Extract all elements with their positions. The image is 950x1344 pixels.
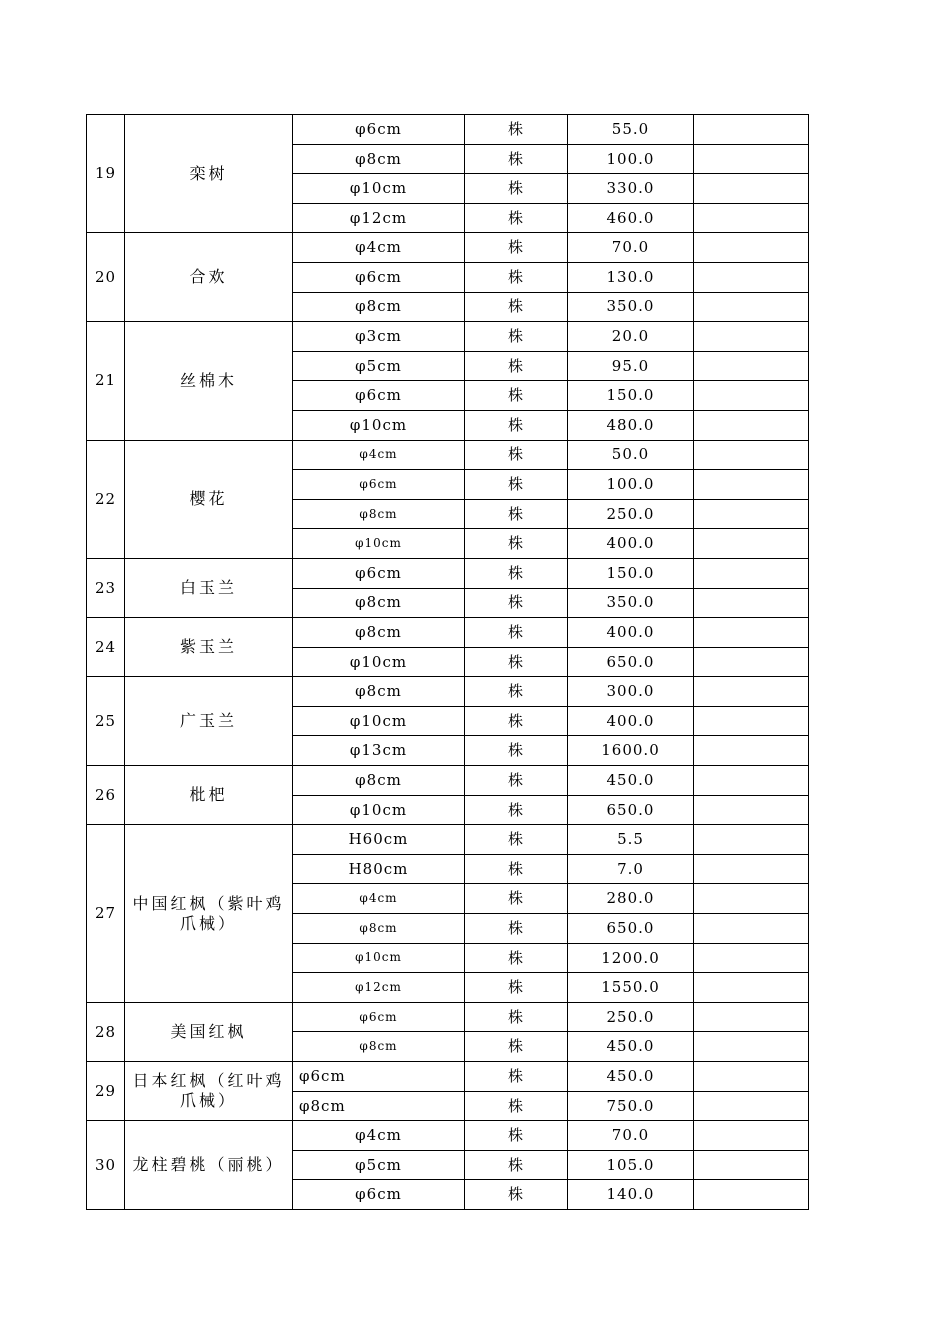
item-number: 29 bbox=[87, 1062, 125, 1121]
unit-cell: 株 bbox=[465, 410, 568, 440]
price-cell: 105.0 bbox=[568, 1150, 694, 1180]
note-cell bbox=[694, 262, 809, 292]
note-cell bbox=[694, 470, 809, 500]
unit-cell: 株 bbox=[465, 795, 568, 825]
note-cell bbox=[694, 1121, 809, 1151]
spec-cell: φ10cm bbox=[293, 174, 465, 204]
price-cell: 750.0 bbox=[568, 1091, 694, 1121]
price-cell: 1200.0 bbox=[568, 943, 694, 973]
note-cell bbox=[694, 795, 809, 825]
price-cell: 450.0 bbox=[568, 1032, 694, 1062]
price-cell: 250.0 bbox=[568, 499, 694, 529]
price-cell: 20.0 bbox=[568, 322, 694, 352]
plant-name: 枇杷 bbox=[125, 766, 293, 825]
item-number: 23 bbox=[87, 558, 125, 617]
spec-cell: φ6cm bbox=[293, 1002, 465, 1032]
unit-cell: 株 bbox=[465, 1062, 568, 1092]
spec-cell: φ8cm bbox=[293, 1032, 465, 1062]
price-cell: 55.0 bbox=[568, 115, 694, 145]
note-cell bbox=[694, 914, 809, 944]
unit-cell: 株 bbox=[465, 351, 568, 381]
table-row bbox=[87, 1002, 809, 1032]
spec-cell: φ6cm bbox=[293, 1180, 465, 1210]
unit-cell: 株 bbox=[465, 943, 568, 973]
plant-name: 美国红枫 bbox=[125, 1002, 293, 1061]
spec-cell: φ8cm bbox=[293, 499, 465, 529]
unit-cell: 株 bbox=[465, 1121, 568, 1151]
spec-cell: φ5cm bbox=[293, 351, 465, 381]
note-cell bbox=[694, 558, 809, 588]
spec-cell: φ4cm bbox=[293, 1121, 465, 1151]
table-row bbox=[87, 766, 809, 796]
plant-name: 栾树 bbox=[125, 115, 293, 233]
spec-cell: φ8cm bbox=[293, 144, 465, 174]
note-cell bbox=[694, 884, 809, 914]
unit-cell: 株 bbox=[465, 854, 568, 884]
plant-name: 白玉兰 bbox=[125, 558, 293, 617]
price-cell: 150.0 bbox=[568, 558, 694, 588]
unit-cell: 株 bbox=[465, 440, 568, 470]
note-cell bbox=[694, 943, 809, 973]
plant-name: 中国红枫（紫叶鸡爪械） bbox=[125, 825, 293, 1003]
note-cell bbox=[694, 1062, 809, 1092]
price-table bbox=[86, 114, 809, 1210]
item-number: 24 bbox=[87, 618, 125, 677]
unit-cell: 株 bbox=[465, 262, 568, 292]
price-cell: 330.0 bbox=[568, 174, 694, 204]
spec-cell: φ8cm bbox=[293, 1091, 465, 1121]
unit-cell: 株 bbox=[465, 322, 568, 352]
item-number: 26 bbox=[87, 766, 125, 825]
table-row bbox=[87, 1062, 809, 1092]
price-cell: 300.0 bbox=[568, 677, 694, 707]
unit-cell: 株 bbox=[465, 470, 568, 500]
spec-cell: φ12cm bbox=[293, 973, 465, 1003]
spec-cell: φ6cm bbox=[293, 262, 465, 292]
note-cell bbox=[694, 706, 809, 736]
note-cell bbox=[694, 529, 809, 559]
table-row bbox=[87, 233, 809, 263]
price-cell: 650.0 bbox=[568, 647, 694, 677]
table-row bbox=[87, 618, 809, 648]
note-cell bbox=[694, 647, 809, 677]
price-cell: 130.0 bbox=[568, 262, 694, 292]
unit-cell: 株 bbox=[465, 499, 568, 529]
spec-cell: φ10cm bbox=[293, 943, 465, 973]
spec-cell: φ8cm bbox=[293, 914, 465, 944]
plant-name: 合欢 bbox=[125, 233, 293, 322]
note-cell bbox=[694, 203, 809, 233]
price-cell: 650.0 bbox=[568, 914, 694, 944]
note-cell bbox=[694, 825, 809, 855]
note-cell bbox=[694, 973, 809, 1003]
unit-cell: 株 bbox=[465, 292, 568, 322]
spec-cell: H80cm bbox=[293, 854, 465, 884]
unit-cell: 株 bbox=[465, 677, 568, 707]
note-cell bbox=[694, 351, 809, 381]
price-cell: 480.0 bbox=[568, 410, 694, 440]
price-cell: 1550.0 bbox=[568, 973, 694, 1003]
note-cell bbox=[694, 174, 809, 204]
price-cell: 70.0 bbox=[568, 233, 694, 263]
note-cell bbox=[694, 233, 809, 263]
price-cell: 95.0 bbox=[568, 351, 694, 381]
unit-cell: 株 bbox=[465, 558, 568, 588]
unit-cell: 株 bbox=[465, 174, 568, 204]
note-cell bbox=[694, 736, 809, 766]
spec-cell: φ8cm bbox=[293, 618, 465, 648]
price-cell: 100.0 bbox=[568, 470, 694, 500]
note-cell bbox=[694, 115, 809, 145]
note-cell bbox=[694, 677, 809, 707]
spec-cell: φ6cm bbox=[293, 470, 465, 500]
plant-name: 紫玉兰 bbox=[125, 618, 293, 677]
price-cell: 400.0 bbox=[568, 618, 694, 648]
note-cell bbox=[694, 410, 809, 440]
table-row bbox=[87, 115, 809, 145]
price-cell: 100.0 bbox=[568, 144, 694, 174]
item-number: 28 bbox=[87, 1002, 125, 1061]
item-number: 25 bbox=[87, 677, 125, 766]
unit-cell: 株 bbox=[465, 647, 568, 677]
note-cell bbox=[694, 1150, 809, 1180]
price-cell: 250.0 bbox=[568, 1002, 694, 1032]
note-cell bbox=[694, 1032, 809, 1062]
table-row bbox=[87, 558, 809, 588]
plant-name: 龙柱碧桃（丽桃） bbox=[125, 1121, 293, 1210]
note-cell bbox=[694, 1180, 809, 1210]
item-number: 21 bbox=[87, 322, 125, 440]
unit-cell: 株 bbox=[465, 706, 568, 736]
spec-cell: φ8cm bbox=[293, 677, 465, 707]
note-cell bbox=[694, 144, 809, 174]
plant-name: 广玉兰 bbox=[125, 677, 293, 766]
note-cell bbox=[694, 322, 809, 352]
note-cell bbox=[694, 292, 809, 322]
note-cell bbox=[694, 1091, 809, 1121]
spec-cell: φ10cm bbox=[293, 529, 465, 559]
unit-cell: 株 bbox=[465, 115, 568, 145]
unit-cell: 株 bbox=[465, 529, 568, 559]
spec-cell: φ12cm bbox=[293, 203, 465, 233]
price-cell: 140.0 bbox=[568, 1180, 694, 1210]
table-row bbox=[87, 677, 809, 707]
price-cell: 350.0 bbox=[568, 292, 694, 322]
spec-cell: φ8cm bbox=[293, 588, 465, 618]
unit-cell: 株 bbox=[465, 914, 568, 944]
unit-cell: 株 bbox=[465, 1150, 568, 1180]
note-cell bbox=[694, 499, 809, 529]
spec-cell: φ5cm bbox=[293, 1150, 465, 1180]
price-cell: 50.0 bbox=[568, 440, 694, 470]
plant-name: 丝棉木 bbox=[125, 322, 293, 440]
unit-cell: 株 bbox=[465, 203, 568, 233]
price-cell: 460.0 bbox=[568, 203, 694, 233]
note-cell bbox=[694, 618, 809, 648]
item-number: 19 bbox=[87, 115, 125, 233]
spec-cell: φ4cm bbox=[293, 233, 465, 263]
unit-cell: 株 bbox=[465, 1091, 568, 1121]
spec-cell: φ10cm bbox=[293, 706, 465, 736]
unit-cell: 株 bbox=[465, 884, 568, 914]
price-cell: 450.0 bbox=[568, 766, 694, 796]
price-cell: 1600.0 bbox=[568, 736, 694, 766]
price-cell: 350.0 bbox=[568, 588, 694, 618]
price-table-body bbox=[87, 115, 809, 1210]
table-row bbox=[87, 322, 809, 352]
unit-cell: 株 bbox=[465, 825, 568, 855]
price-cell: 400.0 bbox=[568, 706, 694, 736]
price-cell: 150.0 bbox=[568, 381, 694, 411]
unit-cell: 株 bbox=[465, 588, 568, 618]
spec-cell: φ6cm bbox=[293, 558, 465, 588]
table-row bbox=[87, 1121, 809, 1151]
note-cell bbox=[694, 440, 809, 470]
spec-cell: φ3cm bbox=[293, 322, 465, 352]
unit-cell: 株 bbox=[465, 1180, 568, 1210]
item-number: 27 bbox=[87, 825, 125, 1003]
item-number: 22 bbox=[87, 440, 125, 558]
item-number: 30 bbox=[87, 1121, 125, 1210]
spec-cell: φ10cm bbox=[293, 647, 465, 677]
price-cell: 450.0 bbox=[568, 1062, 694, 1092]
unit-cell: 株 bbox=[465, 144, 568, 174]
spec-cell: φ10cm bbox=[293, 795, 465, 825]
unit-cell: 株 bbox=[465, 1032, 568, 1062]
table-row bbox=[87, 825, 809, 855]
note-cell bbox=[694, 381, 809, 411]
unit-cell: 株 bbox=[465, 736, 568, 766]
note-cell bbox=[694, 766, 809, 796]
plant-name: 樱花 bbox=[125, 440, 293, 558]
unit-cell: 株 bbox=[465, 233, 568, 263]
spec-cell: φ4cm bbox=[293, 440, 465, 470]
price-cell: 70.0 bbox=[568, 1121, 694, 1151]
note-cell bbox=[694, 854, 809, 884]
note-cell bbox=[694, 588, 809, 618]
price-cell: 650.0 bbox=[568, 795, 694, 825]
spec-cell: φ8cm bbox=[293, 292, 465, 322]
table-row bbox=[87, 440, 809, 470]
price-cell: 280.0 bbox=[568, 884, 694, 914]
spec-cell: φ8cm bbox=[293, 766, 465, 796]
spec-cell: φ4cm bbox=[293, 884, 465, 914]
price-cell: 7.0 bbox=[568, 854, 694, 884]
price-cell: 400.0 bbox=[568, 529, 694, 559]
spec-cell: φ6cm bbox=[293, 1062, 465, 1092]
unit-cell: 株 bbox=[465, 766, 568, 796]
spec-cell: φ10cm bbox=[293, 410, 465, 440]
unit-cell: 株 bbox=[465, 618, 568, 648]
spec-cell: φ6cm bbox=[293, 115, 465, 145]
item-number: 20 bbox=[87, 233, 125, 322]
unit-cell: 株 bbox=[465, 1002, 568, 1032]
spec-cell: φ6cm bbox=[293, 381, 465, 411]
spec-cell: H60cm bbox=[293, 825, 465, 855]
note-cell bbox=[694, 1002, 809, 1032]
price-cell: 5.5 bbox=[568, 825, 694, 855]
unit-cell: 株 bbox=[465, 973, 568, 1003]
spec-cell: φ13cm bbox=[293, 736, 465, 766]
unit-cell: 株 bbox=[465, 381, 568, 411]
plant-name: 日本红枫（红叶鸡爪械） bbox=[125, 1062, 293, 1121]
